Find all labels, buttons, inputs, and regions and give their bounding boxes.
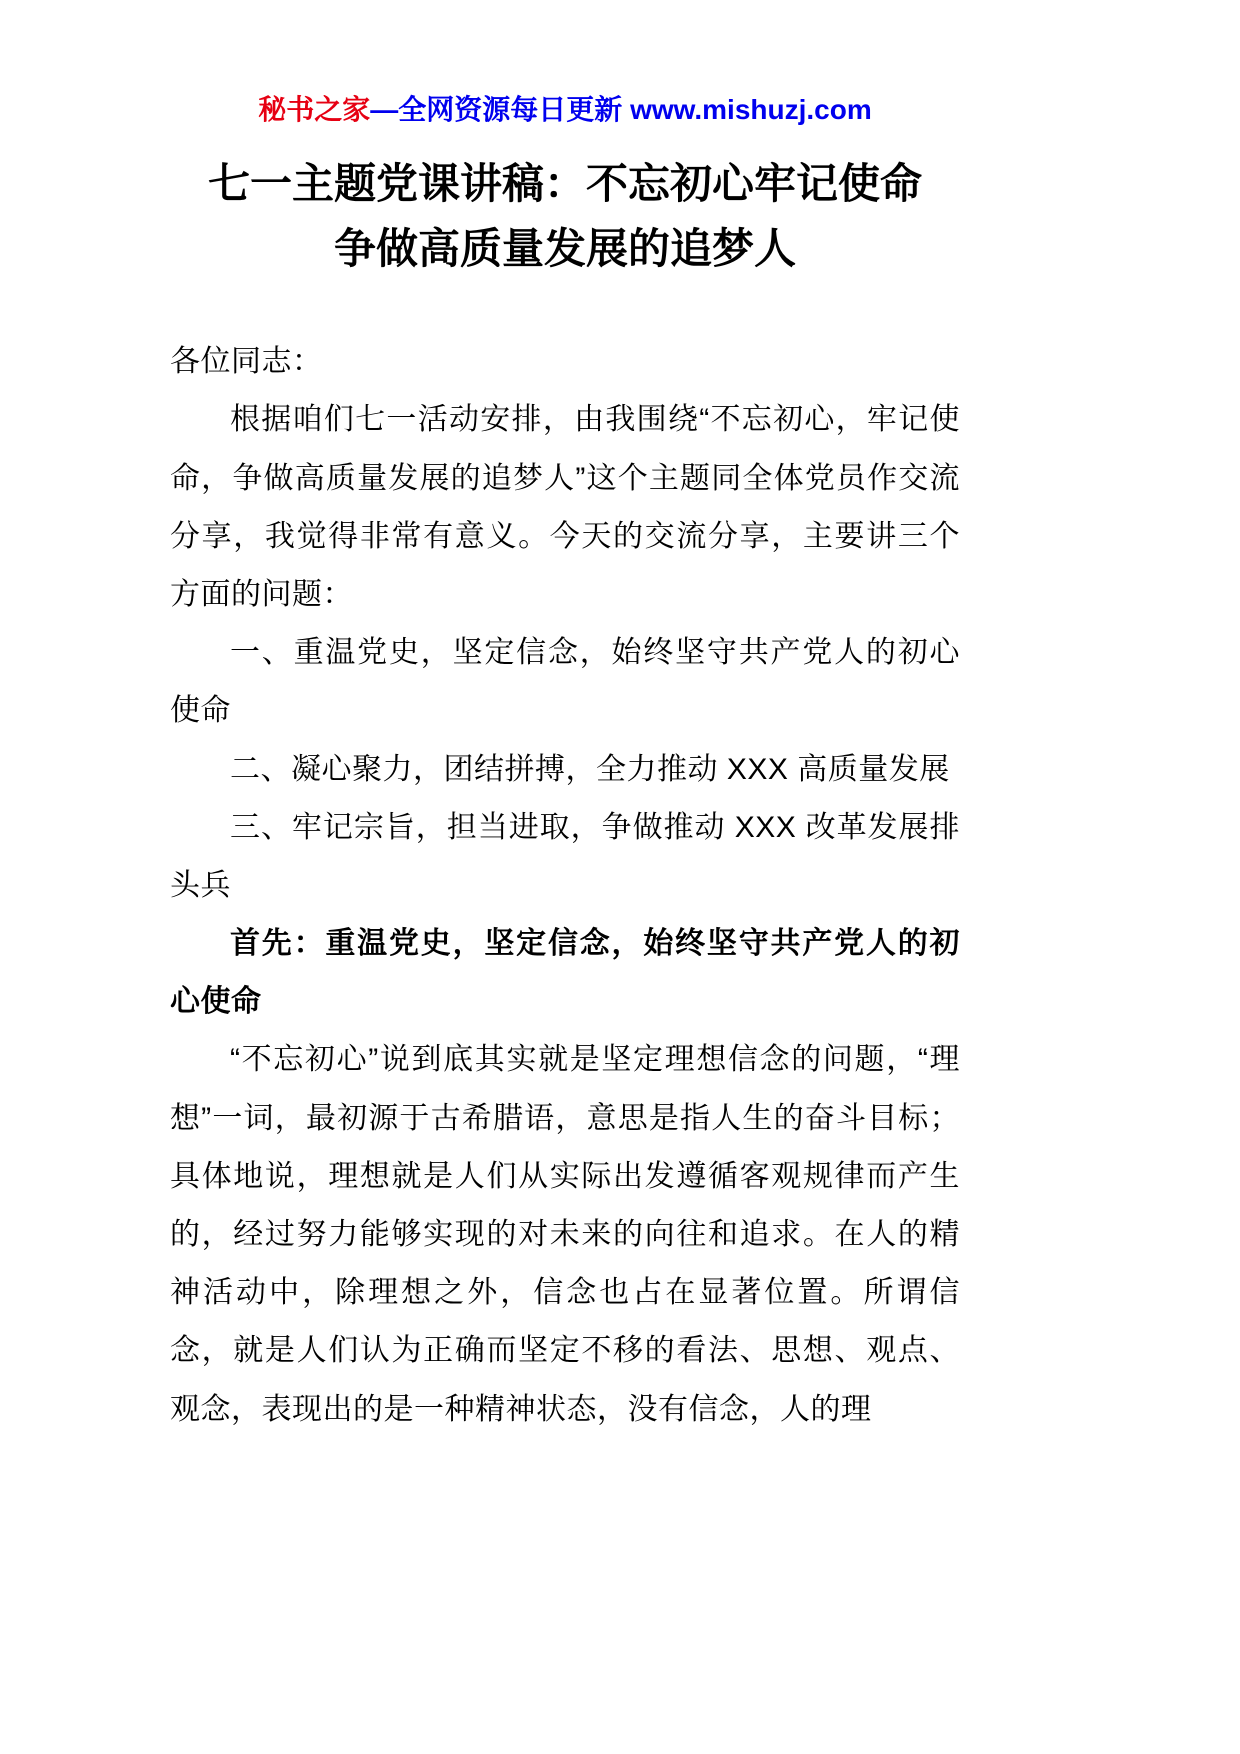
outline-item-1: 一、重温党史，坚定信念，始终坚守共产党人的初心使命 xyxy=(170,636,960,728)
intro-paragraph: 根据咱们七一活动安排，由我围绕“不忘初心，牢记使命，争做高质量发展的追梦人”这个主题同全体党员作交流分享，我觉得非常有意义。今天的交流分享，主要讲三个方面的问题： xyxy=(170,403,960,611)
site-name: 秘书之家 xyxy=(258,94,371,125)
salutation: 各位同志： xyxy=(170,345,323,379)
document-body xyxy=(170,333,960,1439)
body-paragraph-1: “不忘初心”说到底其实就是坚定理想信念的问题，“理想”一词，最初源于古希腊语，意思是指人生的奋斗目标；具体地说，理想就是人们从实际出发遵循客观规律而产生的，经过努力能够实现的对未来的向往和追求。在人的精神活动中，除理想之外，信念也占在显著位置。所谓信念，就是人们认为正确而坚定不移的看法、思想、观点、观念，表现出的是一种精神状态，没有信念，人的理 xyxy=(170,1043,960,1426)
document-title-line-1: 七一主题党课讲稿：不忘初心牢记使命 xyxy=(207,160,922,207)
site-header xyxy=(170,92,960,127)
section-heading: 首先：重温党史，坚定信念，始终坚守共产党人的初心使命 xyxy=(170,927,960,1019)
site-tagline: —全网资源每日更新 xyxy=(370,94,631,125)
outline-item-3: 三、牢记宗旨，担当进取，争做推动 XXX 改革发展排头兵 xyxy=(170,810,960,902)
site-url-link[interactable]: www.mishuzj.com xyxy=(630,94,872,125)
document-title-line-2: 争做高质量发展的追梦人 xyxy=(333,225,796,273)
outline-item-2: 二、凝心聚力，团结拼搏，全力推动 XXX 高质量发展 xyxy=(230,752,950,786)
document-title xyxy=(170,151,960,281)
